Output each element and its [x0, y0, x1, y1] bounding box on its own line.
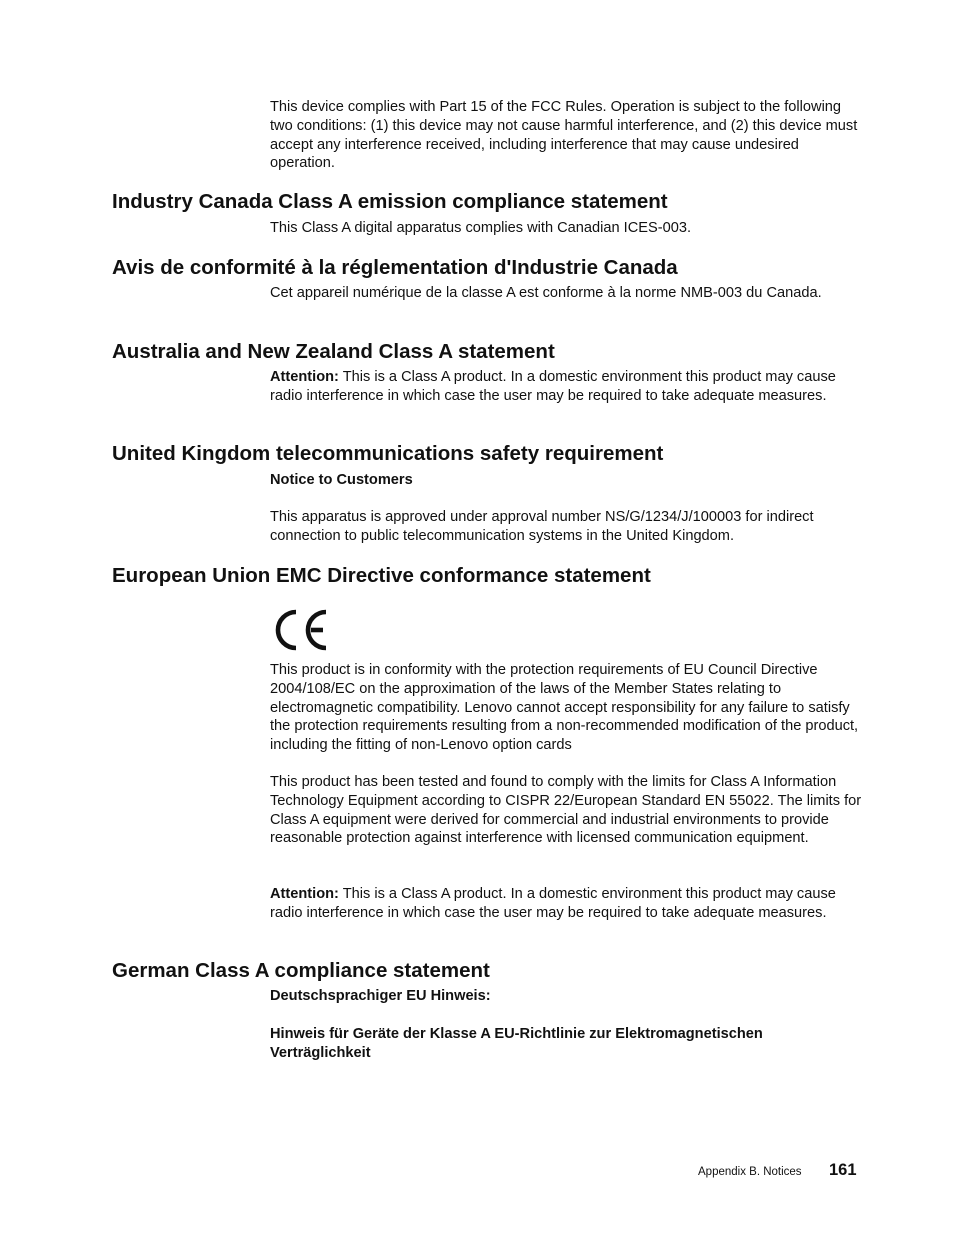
eu-paragraph-2: This product has been tested and found to comply with the limits for Class A Information Technology Equipment according to CISPR 22/European Standard EN 55022. The limits for Class A equipment were derived for commercial and industrial environments to provide reasonable protection against interference with licensed communication equipment. [270, 774, 862, 847]
german-heading: German Class A compliance statement [112, 959, 490, 982]
german-subheading: Deutschsprachiger EU Hinweis: [270, 988, 491, 1004]
australia-heading: Australia and New Zealand Class A statement [112, 340, 555, 363]
industry-canada-text: This Class A digital apparatus complies with Canadian ICES-003. [270, 220, 692, 236]
uk-notice-label: Notice to Customers [270, 472, 413, 488]
industry-canada-heading: Industry Canada Class A emission compliance statement [112, 190, 668, 213]
uk-heading: United Kingdom telecommunications safety requirement [112, 442, 664, 465]
german-hinweis: Hinweis für Geräte der Klasse A EU-Richtlinie zur Elektromagnetischen Verträglichkeit [270, 1026, 763, 1061]
eu-paragraph-1: This product is in conformity with the protection requirements of EU Council Directive 2004/108/EC on the approximation of the laws of the Member States relating to electromagnetic compatibility. Lenovo cannot accept responsibility for any failure to satisfy the protection requirements resulting from a non-recommended modification of the product, including the fitting of non-Lenovo option cards [270, 662, 859, 754]
attention-label: Attention: [270, 369, 339, 385]
fcc-statement-text: This device complies with Part 15 of the FCC Rules. Operation is subject to the following two conditions: (1) this device may not cause harmful interference, and (2) this device must accept any interference received, including interference that may cause undesired operation. [270, 99, 858, 172]
australia-attention-paragraph [270, 368, 862, 406]
attention-text: This is a Class A product. In a domestic environment this product may cause radio interference in which case the user may be required to take adequate measures. [270, 369, 836, 404]
footer-section-label: Appendix B. Notices [698, 1166, 802, 1178]
eu-heading: European Union EMC Directive conformance statement [112, 564, 651, 587]
avis-canada-text: Cet appareil numérique de la classe A est conforme à la norme NMB-003 du Canada. [270, 285, 822, 301]
uk-text: This apparatus is approved under approval number NS/G/1234/J/100003 for indirect connection to public telecommunication systems in the United Kingdom. [270, 509, 814, 544]
avis-canada-heading: Avis de conformité à la réglementation d'Industrie Canada [112, 256, 678, 279]
eu-attention-paragraph [270, 885, 862, 923]
attention-label: Attention: [270, 886, 339, 902]
attention-text: This is a Class A product. In a domestic environment this product may cause radio interference in which case the user may be required to take adequate measures. [270, 886, 836, 921]
ce-mark-icon [270, 606, 330, 654]
page-number: 161 [829, 1161, 857, 1179]
